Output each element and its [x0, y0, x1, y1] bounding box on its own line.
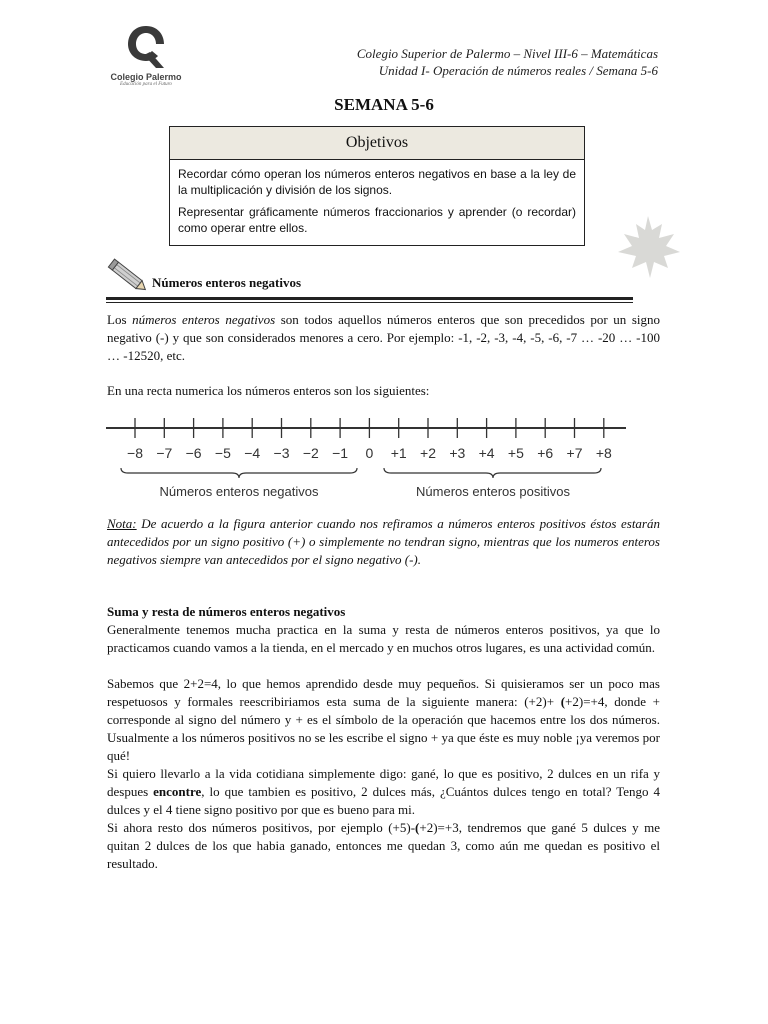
logo-emblem-icon: [124, 22, 168, 72]
tick-label: 0: [365, 445, 374, 461]
tick-label: +4: [478, 445, 495, 461]
negative-caption: Números enteros negativos: [159, 484, 319, 499]
text-run: son todos aquellos números enteros que son precedidos por un signo negativo (-) y que son considerados menores a cero. Por ejemplo: -1, -2, -3, -4, -5, -6, -7 … -20 … -100 … -12520, etc.: [107, 312, 660, 363]
tick-label: −1: [332, 445, 349, 461]
positive-caption: Números enteros positivos: [416, 484, 570, 499]
section-divider: [106, 297, 633, 300]
text-run: +2)=+4, donde + corresponde al signo del número y + es el símbolo de la operación que hacemos entre los dos números. Usualmente a los números positivos no se les escribe el signo + ya que éste es muy noble ¡ya veremos por qué!: [107, 694, 660, 763]
logo-name: Colegio Palermo: [110, 72, 182, 82]
objectives-body: [170, 160, 584, 236]
tick-label: +7: [566, 445, 583, 461]
pencil-icon: [104, 254, 152, 298]
tick-label: +5: [507, 445, 524, 461]
tick-label: −6: [185, 445, 202, 461]
tick-label: +8: [595, 445, 612, 461]
logo-tagline: Educación para el Futuro: [120, 82, 172, 87]
tick-label: −4: [244, 445, 261, 461]
paragraph-everyday-example: [107, 765, 660, 819]
text-run: +2)=+3, tendremos que gané 5 dulces y me quitan 2 dulces de los que habia ganado, entonces me quedan 3, como aún me quedan es positivo el resultado.: [107, 820, 660, 871]
number-line-figure: [104, 410, 634, 506]
objectives-box: [169, 126, 585, 246]
bold-run: (: [415, 820, 420, 835]
note-label: Nota:: [107, 516, 137, 531]
header-line-1: Colegio Superior de Palermo – Nivel III-6 – Matemáticas: [356, 46, 658, 61]
section-title-negatives: Números enteros negativos: [152, 275, 302, 290]
tick-label: −5: [214, 445, 231, 461]
tick-label: +2: [420, 445, 436, 461]
text-run: Si quiero llevarlo a la vida cotidiana simplemente digo: gané, lo que es positivo, 2 dulces en un rifa y despues: [107, 766, 660, 799]
text-run: En una recta numerica los números enteros son los siguientes:: [107, 383, 430, 398]
section-divider-thin: [106, 302, 633, 303]
paragraph-definition: [107, 311, 660, 365]
text-run: , lo que tambien es positivo, 2 dulces más, ¿Cuántos dulces tengo en total? Tengo 4 dulces y el 4 tiene signo positivo por que es bueno para mi.: [107, 784, 660, 817]
objective-item: Recordar cómo operan los números enteros negativos en base a la ley de la multiplicación y división de los signos.: [178, 167, 576, 197]
tick-label: −2: [302, 445, 319, 461]
school-logo: [104, 22, 188, 94]
paragraph-subtraction-example: [107, 819, 660, 873]
bold-run: (: [560, 694, 566, 709]
tick-label: +6: [537, 445, 554, 461]
text-run: Si ahora resto dos números positivos, por ejemplo (+5)-: [107, 820, 416, 835]
tick-label: +3: [449, 445, 466, 461]
page-header: [357, 45, 658, 79]
positive-brace: [384, 468, 601, 478]
section-2: [107, 603, 660, 873]
emphasis-term: números enteros negativos: [132, 312, 276, 327]
paragraph-intro: Generalmente tenemos mucha practica en la suma y resta de números enteros positivos, ya que lo practicamos cuando vamos a la tienda, en el mercado y en muchos otros lugares, es una actividad común.: [107, 622, 660, 655]
tick-label: −8: [127, 445, 143, 461]
note-paragraph: [107, 515, 660, 569]
objectives-heading: Objetivos: [170, 127, 584, 160]
section-title-sum-subtraction: Suma y resta de números enteros negativos: [107, 604, 346, 619]
tick-label: −7: [156, 445, 173, 461]
tick-label: −3: [273, 445, 290, 461]
page-title: SEMANA 5-6: [334, 95, 434, 114]
text-run: Sabemos que 2+2=4, lo que hemos aprendido desde muy pequeños. Si quisieramos ser un poco mas respetuosos y formales reescribiriamos esta suma de la siguiente manera: (+2)+: [107, 676, 660, 709]
number-line-labels: [127, 445, 612, 461]
tick-label: +1: [390, 445, 407, 461]
header-line-2: Unidad I- Operación de números reales / Semana 5-6: [378, 63, 658, 78]
objective-item: Representar gráficamente números fraccionarios y aprender (o recordar) como operar entre ellos.: [178, 205, 576, 235]
negative-brace: [121, 468, 357, 478]
paragraph-formal-sum: [107, 675, 660, 765]
note-text: De acuerdo a la figura anterior cuando nos refiramos a números enteros positivos éstos estarán antecedidos por un signo positivo (+) o simplemente no tendran signo, mientras que los numeros enteros negativos siempre van antecedidos por el signo negativo (-).: [107, 516, 660, 567]
bold-run: encontre: [153, 784, 202, 799]
maple-leaf-icon: [612, 212, 684, 284]
text-run: Los: [107, 312, 133, 327]
paragraph-number-line-intro: [107, 382, 660, 400]
